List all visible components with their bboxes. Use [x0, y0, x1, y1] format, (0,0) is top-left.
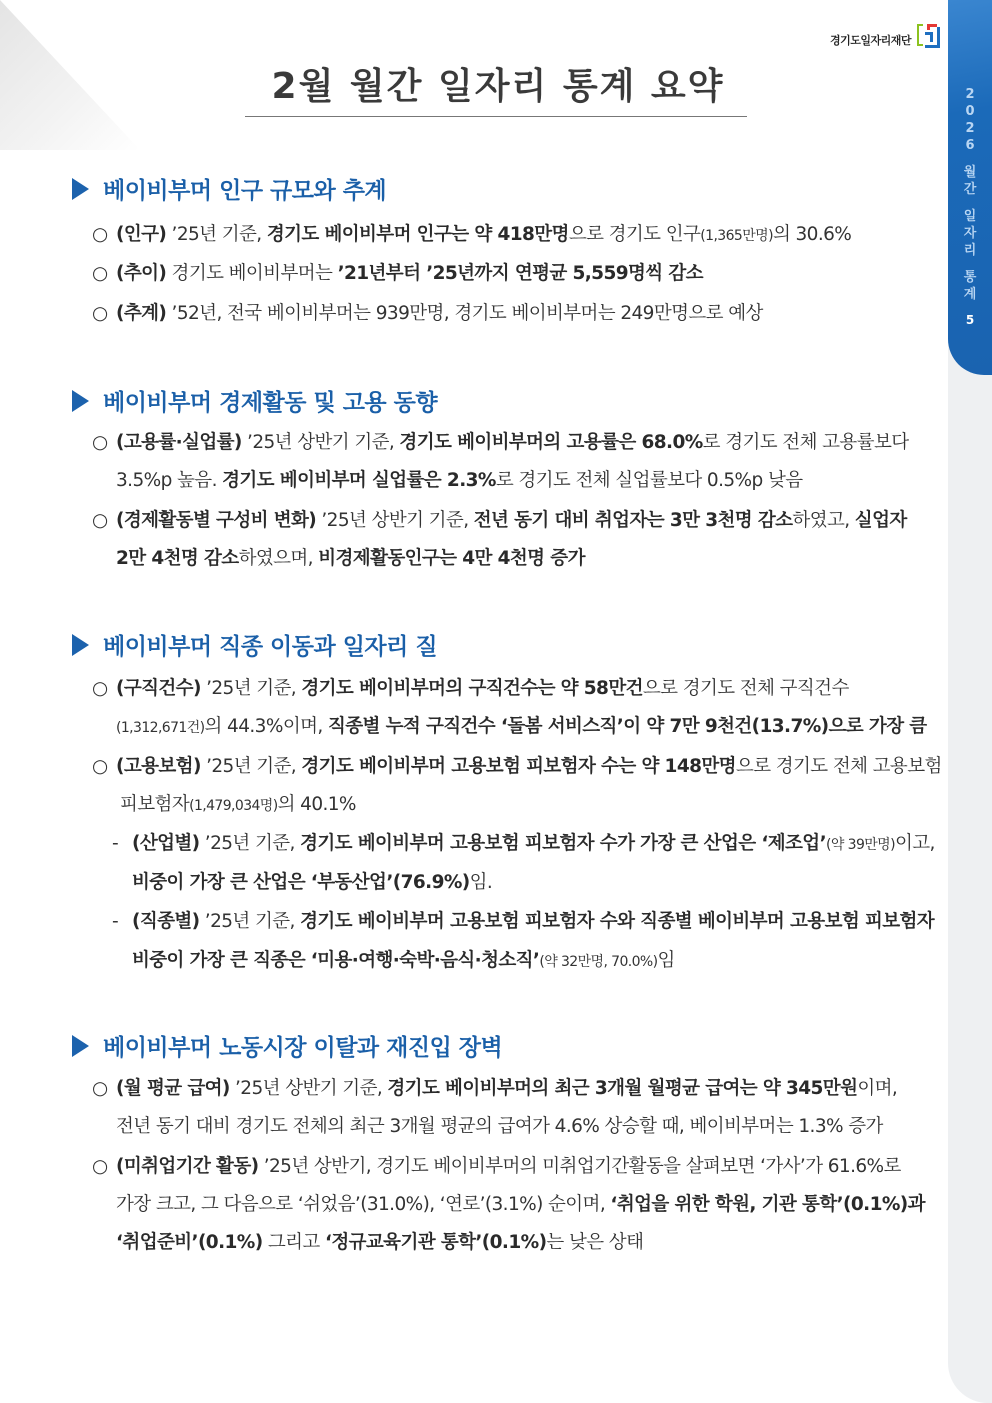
title-underline: [245, 116, 747, 117]
section-heading-occupation: 베이비부머 직종 이동과 일자리 질: [72, 628, 437, 661]
sub-list-item: - (직종별) ’25년 기준, 경기도 베이비부머 고용보험 피보험자 수와 직종별 베이비부머 고용보험 피보험자: [112, 911, 935, 932]
sub-list-item-continuation: 비중이 가장 큰 산업은 ‘부동산업’(76.9%)임.: [132, 872, 493, 893]
list-item-continuation: (1,312,671건)의 44.3%이며, 직종별 누적 구직건수 ‘돌봄 서비스직’이 약 7만 9천건(13.7%)으로 가장 큼: [116, 716, 927, 737]
list-item: ○ (고용보험) ’25년 기준, 경기도 베이비부머 고용보험 피보험자 수는 약 148만명으로 경기도 전체 고용보험: [92, 756, 942, 777]
corner-decoration: [0, 0, 140, 150]
organization-logo: [830, 22, 943, 52]
side-tab-word1: 월간: [963, 165, 977, 197]
section-heading-economic-activity: 베이비부머 경제활동 및 고용 동향: [72, 384, 437, 417]
side-chapter-tab: [948, 0, 992, 375]
list-item: ○ (월 평균 급여) ’25년 상반기 기준, 경기도 베이비부머의 최근 3개월 월평균 급여는 약 345만원이며,: [92, 1078, 898, 1099]
list-item-continuation: 2만 4천명 감소하였으며, 비경제활동인구는 4만 4천명 증가: [116, 548, 585, 569]
list-item: ○ (추계) ’52년, 전국 베이비부머는 939만명, 경기도 베이비부머는 249만명으로 예상: [92, 303, 763, 324]
triangle-bullet-icon: [72, 390, 89, 412]
triangle-bullet-icon: [72, 178, 89, 200]
logo-mark-icon: [915, 22, 943, 52]
logo-text: 경기도일자리재단: [830, 34, 912, 47]
triangle-bullet-icon: [72, 634, 89, 656]
sub-list-item: - (산업별) ’25년 기준, 경기도 베이비부머 고용보험 피보험자 수가 가장 큰 산업은 ‘제조업’(약 39만명)이고,: [112, 833, 935, 854]
list-item: ○ (경제활동별 구성비 변화) ’25년 상반기 기준, 전년 동기 대비 취업자는 3만 3천명 감소하였고, 실업자: [92, 510, 907, 531]
page-title: 2월 월간 일자리 통계 요약: [271, 66, 725, 107]
side-tab-year: 2026: [965, 87, 975, 153]
list-item: ○ (고용률·실업률) ’25년 상반기 기준, 경기도 베이비부머의 고용률은 68.0%로 경기도 전체 고용률보다: [92, 432, 909, 453]
page-number: 5: [965, 313, 975, 327]
side-tab-word2: 일자리: [963, 209, 977, 258]
list-item: ○ (미취업기간 활동) ’25년 상반기, 경기도 베이비부머의 미취업기간활동을 살펴보면 ‘가사’가 61.6%로: [92, 1156, 901, 1177]
sub-list-item-continuation: 비중이 가장 큰 직종은 ‘미용·여행·숙박·음식·청소직’(약 32만명, 70.0%)임: [132, 950, 675, 971]
section-heading-population: 베이비부머 인구 규모와 추계: [72, 172, 386, 205]
triangle-bullet-icon: [72, 1035, 89, 1057]
side-tab-word3: 통계: [963, 270, 977, 302]
list-item: ○ (인구) ’25년 기준, 경기도 베이비부머 인구는 약 418만명으로 경기도 인구(1,365만명)의 30.6%: [92, 224, 852, 245]
list-item-continuation: 피보험자(1,479,034명)의 40.1%: [120, 794, 356, 815]
section-heading-labor-exit: 베이비부머 노동시장 이탈과 재진입 장벽: [72, 1029, 502, 1062]
list-item-continuation: 전년 동기 대비 경기도 전체의 최근 3개월 평균의 급여가 4.6% 상승할 때, 베이비부머는 1.3% 증가: [116, 1116, 883, 1137]
list-item-continuation: ‘취업준비’(0.1%) 그리고 ‘정규교육기관 통학’(0.1%)는 낮은 상태: [116, 1232, 644, 1253]
list-item-continuation: 3.5%p 높음. 경기도 베이비부머 실업률은 2.3%로 경기도 전체 실업률보다 0.5%p 낮음: [116, 470, 803, 491]
list-item: ○ (구직건수) ’25년 기준, 경기도 베이비부머의 구직건수는 약 58만건으로 경기도 전체 구직건수: [92, 678, 849, 699]
list-item-continuation: 가장 크고, 그 다음으로 ‘쉬었음’(31.0%), ‘연로’(3.1%) 순이며, ‘취업을 위한 학원, 기관 통학’(0.1%)과: [116, 1194, 925, 1215]
list-item: ○ (추이) 경기도 베이비부머는 ’21년부터 ’25년까지 연평균 5,559명씩 감소: [92, 263, 703, 284]
